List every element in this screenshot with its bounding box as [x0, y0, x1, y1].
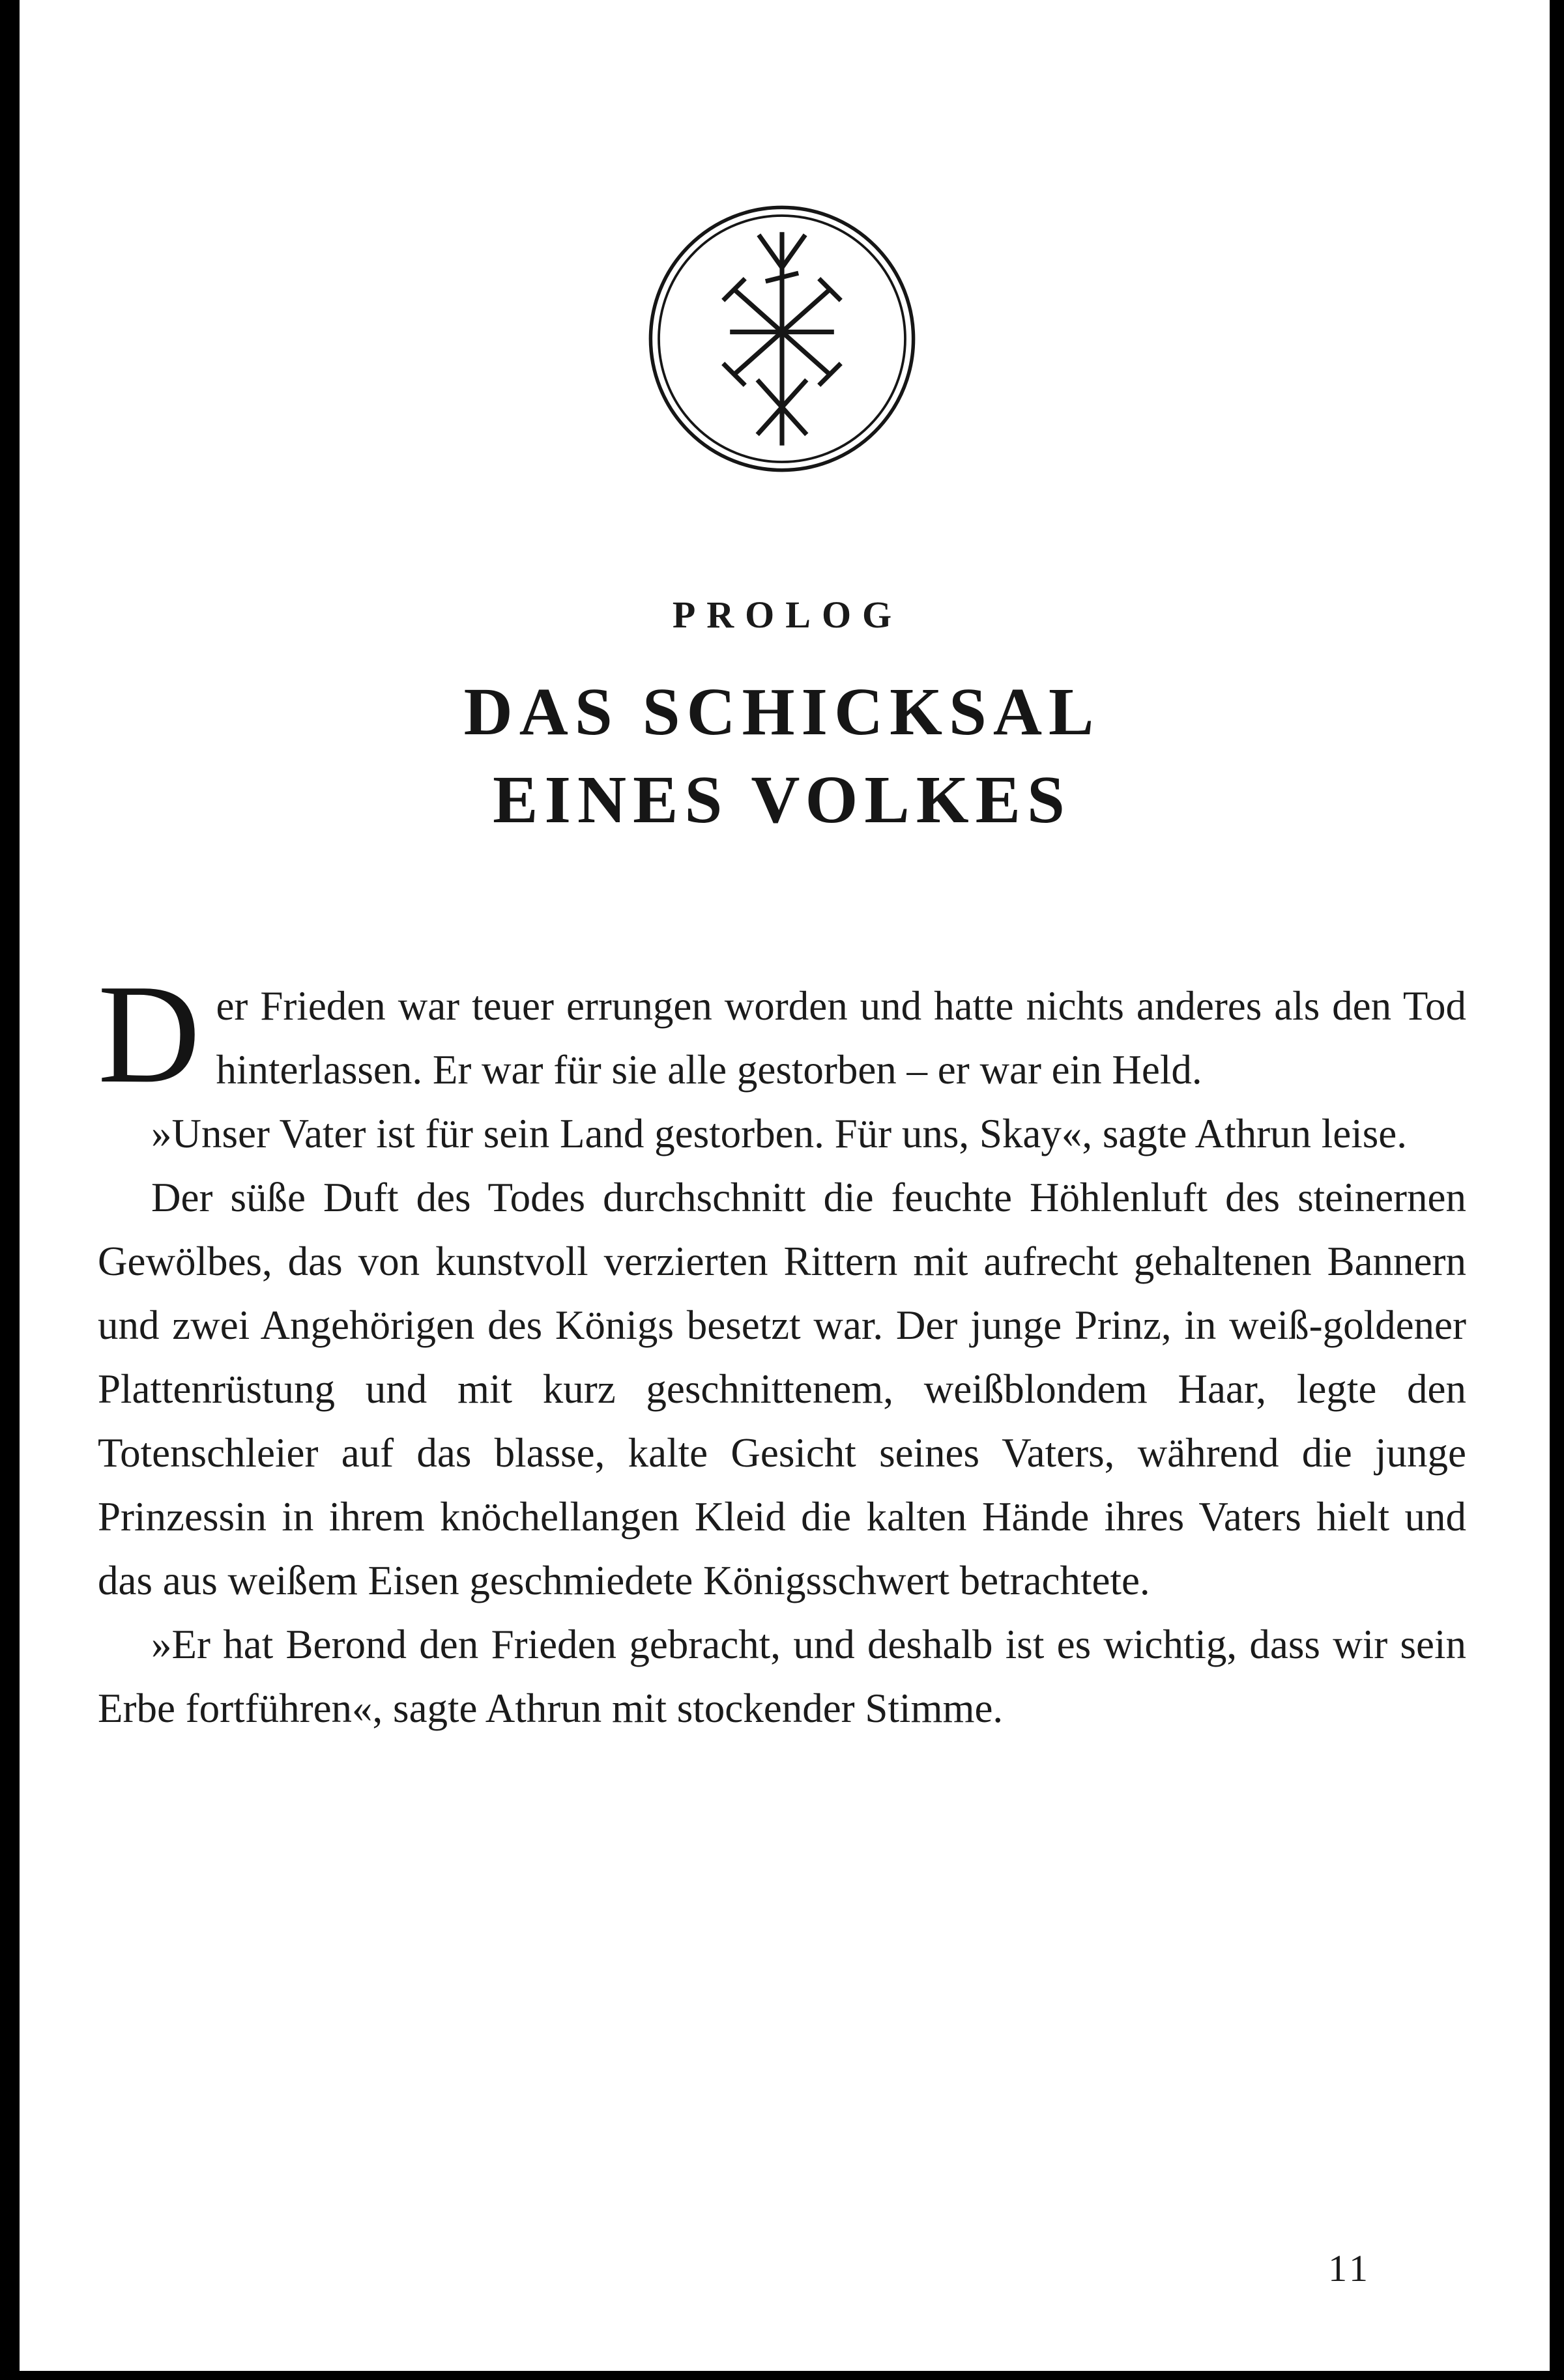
- paragraph-3: Der süße Duft des Todes durchschnitt die feuchte Höhlenluft des steinernen Gewölbes, das von kunstvoll verzierten Rittern mit aufrecht gehaltenen Bannern und zwei Angehörigen des Königs besetzt war. Der junge Prinz, in weiß-goldener Plattenrüstung und mit kurz geschnittenem, weißblondem Haar, legte den Totenschleier auf das blasse, kalte Gesicht seines Vaters, während die junge Prinzessin in ihrem knöchellangen Kleid die kalten Hände ihres Vaters hielt und das aus weißem Eisen geschmiedete Königsschwert betrachtete.: [98, 1175, 1466, 1604]
- page-edge-left: [0, 0, 20, 2380]
- chapter-title-line-2: EINES VOLKES: [493, 762, 1071, 838]
- paragraph-4: »Er hat Berond den Frieden gebracht, und deshalb ist es wichtig, dass wir sein Erbe fortführen«, sagte Athrun mit stockender Stimme.: [98, 1622, 1466, 1732]
- rune-emblem-icon: [645, 202, 919, 476]
- page-content: [98, 202, 1466, 1740]
- body-text: [98, 956, 1466, 1740]
- paragraph-1: [98, 956, 1466, 1113]
- chapter-title-line-1: DAS SCHICKSAL: [463, 674, 1101, 749]
- drop-cap: D: [98, 956, 201, 1113]
- chapter-kicker: PROLOG: [672, 594, 903, 636]
- paragraph-2: »Unser Vater ist für sein Land gestorben. Für uns, Skay«, sagte Athrun leise.: [151, 1111, 1408, 1157]
- page-number: 11: [1328, 2247, 1371, 2289]
- page-edge-bottom: [0, 2371, 1564, 2380]
- chapter-title: [98, 668, 1466, 844]
- page-edge-right: [1550, 0, 1564, 2380]
- paragraph-1-text: er Frieden war teuer errungen worden und hatte nichts anderes als den Tod hinterlassen. Er war für sie alle gestorben – er war ein Held.: [216, 983, 1466, 1093]
